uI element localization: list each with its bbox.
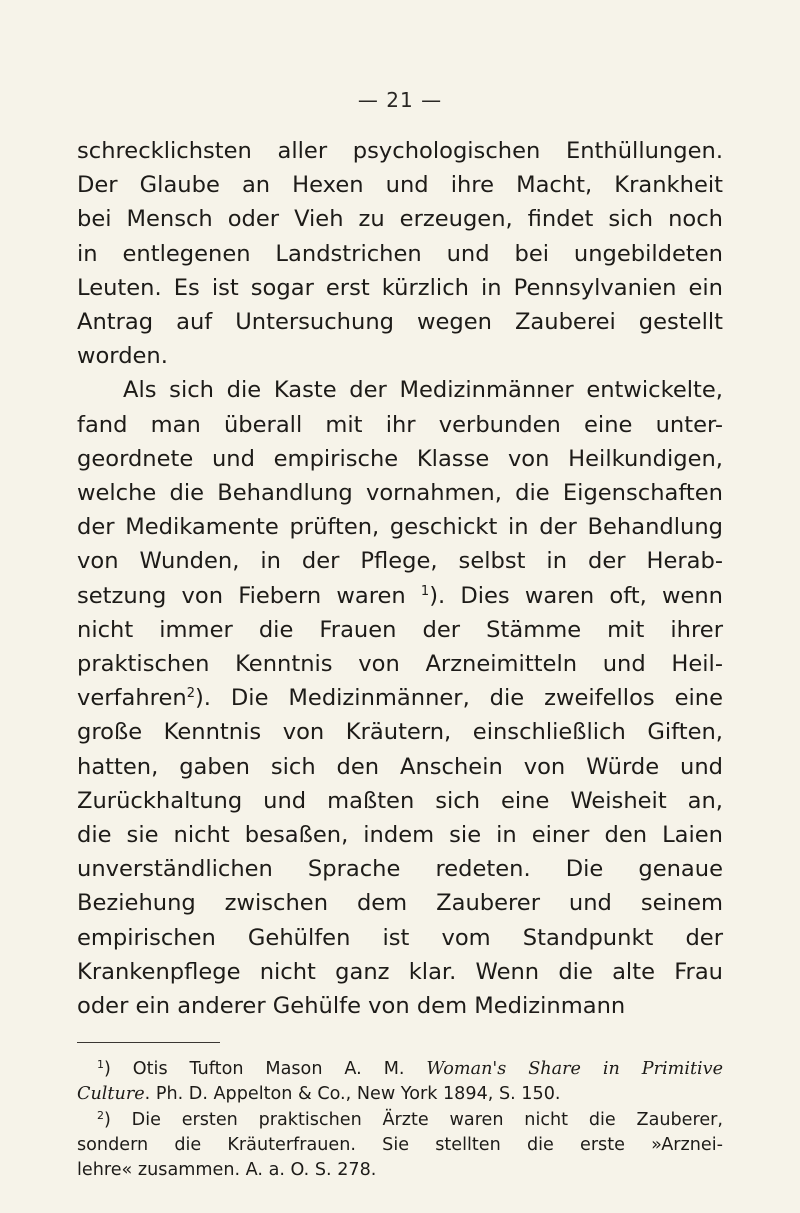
footnote-2-mark: 2 xyxy=(97,1108,104,1122)
text-line: schrecklichsten aller psychologischen Enthüllungen. xyxy=(77,138,723,164)
text-segment: verfahren xyxy=(77,685,187,712)
footnote-divider xyxy=(77,1042,220,1043)
footnote-1-mark: 1 xyxy=(97,1058,104,1072)
text-line-with-footnote-1 xyxy=(77,579,723,613)
text-segment: ). Dies waren oft, wenn xyxy=(429,582,723,609)
footnote-ref-2[interactable]: 2 xyxy=(186,686,195,702)
page-number: — 21 — xyxy=(357,88,443,112)
text-line: Der Glaube an Hexen und ihre Macht, Krankheit xyxy=(77,172,723,199)
main-text xyxy=(77,134,723,1023)
footnote-2-line: lehre« zusammen. A. a. O. S. 278. xyxy=(77,1160,377,1181)
footnote-ref-1[interactable]: 1 xyxy=(420,583,430,599)
footnote-1-publisher: . Ph. D. Appelton & Co., New York 1894, S. 150. xyxy=(144,1084,561,1105)
text-line: große Kenntnis von Kräutern, einschließlich Giften, xyxy=(77,719,723,746)
text-line: geordnete und empirische Klasse von Heilkundigen, xyxy=(77,445,723,472)
text-segment: setzung von Fiebern waren xyxy=(77,582,421,609)
text-line: praktischen Kenntnis von Arzneimitteln und Heil- xyxy=(77,651,723,678)
footnotes xyxy=(77,1057,723,1183)
text-segment: ). Die Medizinmänner, die zweifellos eine xyxy=(194,685,723,712)
text-line: oder ein anderer Gehülfe von dem Medizinmann xyxy=(77,993,626,1020)
footnote-1-line xyxy=(77,1057,723,1082)
text-line: empirischen Gehülfen ist vom Standpunkt der xyxy=(77,924,723,951)
text-line: Krankenpflege nicht ganz klar. Wenn die alte Frau xyxy=(77,958,723,985)
text-line: unverständlichen Sprache redeten. Die genaue xyxy=(77,856,723,883)
footnote-1-line xyxy=(77,1082,723,1107)
text-line: Leuten. Es ist sogar erst kürzlich in Pennsylvanien ein xyxy=(77,274,723,301)
footnote-1-author: ) Otis Tufton Mason A. M. xyxy=(104,1059,427,1080)
text-line: Zurückhaltung und maßten sich eine Weisheit an, xyxy=(77,787,723,814)
text-line: Als sich die Kaste der Medizinmänner entwickelte, xyxy=(123,377,723,404)
text-line: nicht immer die Frauen der Stämme mit ihrer xyxy=(77,616,723,643)
text-line: worden. xyxy=(77,343,168,370)
text-line: bei Mensch oder Vieh zu erzeugen, findet sich noch xyxy=(77,206,723,233)
footnote-1-title: Woman's Share in Primitive xyxy=(426,1059,724,1080)
text-line: welche die Behandlung vornahmen, die Eigenschaften xyxy=(77,480,723,507)
footnote-2-text: ) Die ersten praktischen Ärzte waren nicht die Zauberer, xyxy=(104,1109,723,1130)
text-line: die sie nicht besaßen, indem sie in einer den Laien xyxy=(77,822,723,849)
text-line: von Wunden, in der Pflege, selbst in der Herab- xyxy=(77,548,723,575)
text-line: Beziehung zwischen dem Zauberer und seinem xyxy=(77,890,723,917)
text-line: der Medikamente prüften, geschickt in der Behandlung xyxy=(77,514,723,541)
text-line-with-footnote-2 xyxy=(77,681,723,715)
footnote-2-line: sondern die Kräuterfrauen. Sie stellten die erste »Arznei- xyxy=(77,1134,723,1155)
text-line: in entlegenen Landstrichen und bei ungebildeten xyxy=(77,240,723,267)
text-line: Antrag auf Untersuchung wegen Zauberei gestellt xyxy=(77,309,723,336)
text-line: fand man überall mit ihr verbunden eine unter- xyxy=(77,411,723,438)
footnote-1-title-cont: Culture xyxy=(77,1084,145,1105)
text-line: hatten, gaben sich den Anschein von Würde und xyxy=(77,753,723,780)
book-page xyxy=(77,88,723,1183)
footnote-2-line xyxy=(77,1108,723,1133)
